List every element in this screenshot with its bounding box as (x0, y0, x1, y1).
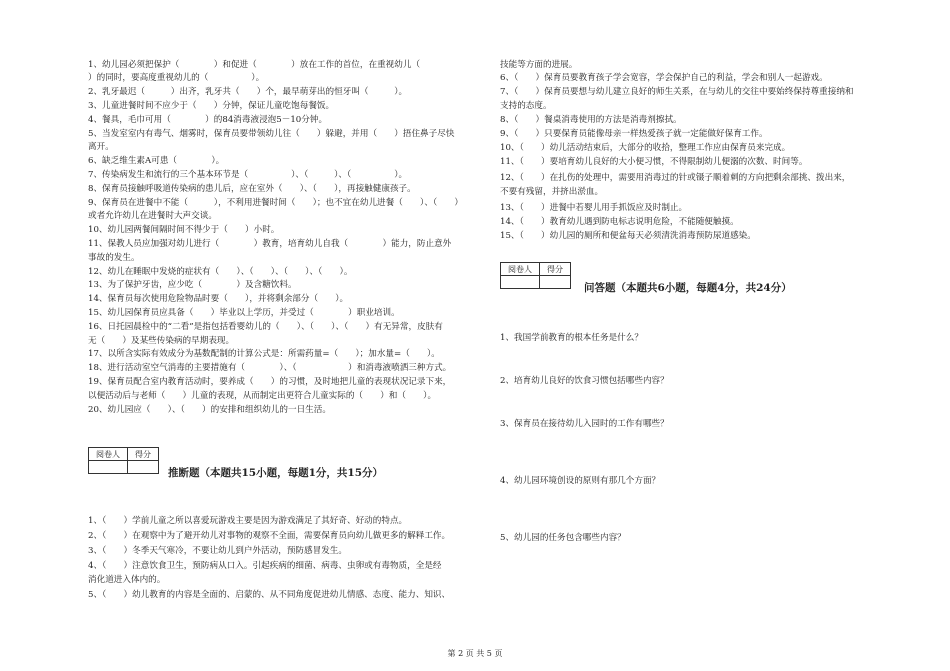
fill-blank-line: 4、餐具，毛巾可用（ ）的84消毒液浸泡5－10分钟。 (88, 115, 328, 125)
judge-line: 4、（ ）注意饮食卫生，预防病从口入。引起疾病的细菌、病毒、虫卵或有毒物质，全是经 (88, 561, 442, 571)
judge-line: 10、（ ）幼儿活动结束后，大部分的收拾，整理工作应由保育员来完成。 (500, 143, 791, 153)
judge-line: 不要有残留，并挤出淤血。 (500, 187, 604, 197)
fill-blank-line: 19、保育员配合室内教育活动时，要养成（ ）的习惯，及时地把儿童的表现状况记录下来， (88, 377, 452, 387)
score-cell[interactable] (540, 276, 571, 289)
page-footer: 第 2 页 共 5 页 (447, 649, 503, 658)
fill-blank-line: 9、保育员在进餐中不能（ ），不利用进餐时间（ ）；也不宜在幼儿进餐（ ）、（ ） (88, 198, 463, 208)
judge-line: 7、（ ）保育员要想与幼儿建立良好的师生关系，在与幼儿的交往中要始终保持尊重接纳和 (500, 87, 854, 97)
fill-blank-line: 6、缺乏维生素A可患（ ）。 (88, 156, 225, 166)
judge-line: 14、（ ）教育幼儿遇到防电标志说明危险，不能随便触摸。 (500, 217, 739, 227)
fill-blank-line: 17、以所含实际有效成分为基数配制的计算公式是：所需药量=（ ）；加水量=（ ）。 (88, 349, 440, 359)
qa-question: 1、我国学前教育的根本任务是什么？ (500, 333, 643, 343)
judge-line: 2、（ ）在观察中为了避开幼儿对事物的观察不全面，需要保育员向幼儿做更多的解释工作。 (88, 531, 451, 541)
fill-blank-line: 16、日托园晨检中的“二看”是指包括看婴幼儿的（ ）、（ ）、（ ）有无异常，皮肤有 (88, 322, 443, 332)
fill-blank-line: 3、儿童进餐时间不应少于（ ）分钟，保证儿童吃饱每餐饭。 (88, 101, 335, 111)
fill-blank-line: 1、幼儿园必须把保护（ ）和促进（ ）放在工作的首位，在重视幼儿（ (88, 60, 421, 70)
judge-line: 6、（ ）保育员要教育孩子学会宽容，学会保护自己的利益，学会和别人一起游戏。 (500, 73, 828, 83)
fill-blank-line: 11、保教人员应加强对幼儿进行（ ）教育，培育幼儿自我（ ）能力，防止意外 (88, 239, 452, 249)
fill-blank-line: 12、幼儿在睡眠中发烧的症状有（ ）、（ ）、（ ）、（ ）。 (88, 267, 353, 277)
fill-blank-line: 以便活动后与老师（ ）儿童的表现，从而制定出更符合儿童实际的（ ）和（ ）。 (88, 391, 437, 401)
qa-section-heading: 问答题（本题共6小题，每题4分，共24分） (584, 282, 792, 294)
qa-question: 5、幼儿园的任务包含哪些内容？ (500, 533, 626, 543)
fill-blank-line: 8、保育员接触呼吸道传染病的患儿后，应在室外（ ）、（ ），再接触健康孩子。 (88, 184, 416, 194)
fill-blank-line: 或者允许幼儿在进餐时大声交谈。 (88, 211, 217, 221)
qa-question: 4、幼儿园环境创设的原则有那几个方面？ (500, 476, 661, 486)
reviewer-cell[interactable] (501, 276, 540, 289)
judge-line: 12、（ ）在扎伤的处理中，需要用消毒过的针或镊子顺着刺的方向把剩余部挑、拨出来， (500, 173, 851, 183)
judge-line: 支持的态度。 (500, 101, 552, 111)
score-label: 得分 (540, 263, 571, 276)
fill-blank-line: ）的同时，要高度重视幼儿的（ ）。 (88, 73, 265, 83)
judge-line: 5、（ ）幼儿教育的内容是全面的、启蒙的、从不同角度促进幼儿情感、态度、能力、知识、 (88, 590, 451, 600)
score-box (88, 447, 159, 474)
fill-blank-line: 13、为了保护牙齿，应少吃（ ）及含糖饮料。 (88, 280, 297, 290)
qa-question: 3、保育员在接待幼儿入园时的工作有哪些？ (500, 419, 669, 429)
fill-blank-line: 2、乳牙最迟（ ）出齐，乳牙共（ ）个，最早萌芽出的恒牙叫（ ）。 (88, 87, 408, 97)
fill-blank-line: 18、进行活动室空气消毒的主要措施有（ ）、（ ）和消毒液喷洒三种方式。 (88, 363, 452, 373)
judge-line: 13、（ ）进餐中若婴儿用手抓饭应及时制止。 (500, 203, 688, 213)
judge-line: 15、（ ）幼儿园的厕所和便盆每天必须清洗消毒预防尿道感染。 (500, 231, 756, 241)
judge-line: 8、（ ）餐桌消毒使用的方法是消毒剂擦拭。 (500, 115, 682, 125)
judge-line: 3、（ ）冬季天气寒冷，不要让幼儿到户外活动，预防感冒发生。 (88, 546, 347, 556)
fill-blank-line: 5、当发室室内有毒气、烟雾时，保育员要带领幼儿往（ ）躲避，并用（ ）捂住鼻子尽快 (88, 129, 455, 139)
fill-blank-line: 7、传染病发生和流行的三个基本环节是（ ）、（ ）、（ ）。 (88, 170, 408, 180)
qa-question: 2、培育幼儿良好的饮食习惯包括哪些内容？ (500, 376, 669, 386)
fill-blank-line: 无（ ）及某些传染病的早期表现。 (88, 336, 235, 346)
reviewer-label: 阅卷人 (89, 448, 128, 461)
score-label: 得分 (128, 448, 159, 461)
judge-line: 1、（ ）学前儿童之所以喜爱玩游戏主要是因为游戏满足了其好奇、好动的特点。 (88, 516, 408, 526)
judge-section-heading: 推断题（本题共15小题，每题1分，共15分） (168, 467, 384, 479)
judge-line: 11、（ ）要培育幼儿良好的大小便习惯，不得限制幼儿便溺的次数、时间等。 (500, 157, 808, 167)
score-box (500, 262, 571, 289)
judge-line: 技能等方面的进展。 (500, 60, 578, 70)
fill-blank-line: 10、幼儿园两餐间隔时间不得少于（ ）小时。 (88, 225, 280, 235)
fill-blank-line: 14、保育员每次使用危险物品时要（ ），并将剩余部分（ ）。 (88, 294, 349, 304)
score-cell[interactable] (128, 461, 159, 474)
judge-line: 消化道进入体内的。 (88, 575, 166, 585)
fill-blank-line: 离开。 (88, 142, 114, 152)
reviewer-label: 阅卷人 (501, 263, 540, 276)
fill-blank-line: 20、幼儿园应（ ）、（ ）的安排和组织幼儿的一日生活。 (88, 405, 331, 415)
reviewer-cell[interactable] (89, 461, 128, 474)
fill-blank-line: 事故的发生。 (88, 253, 140, 263)
fill-blank-line: 15、幼儿园保育员应具备（ ）毕业以上学历，并受过（ ）职业培训。 (88, 308, 400, 318)
judge-line: 9、（ ）只要保育员能像母亲一样热爱孩子就一定能做好保育工作。 (500, 129, 768, 139)
